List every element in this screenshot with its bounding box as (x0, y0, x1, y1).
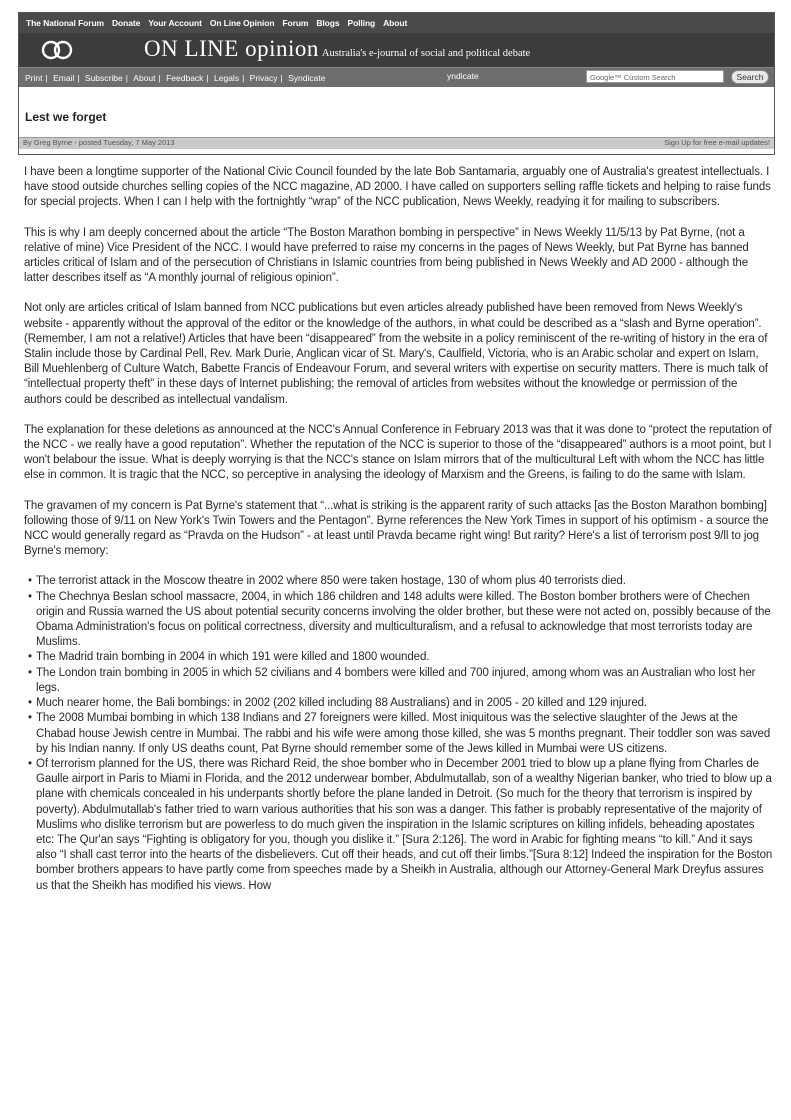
topnav-item-about[interactable]: About (383, 18, 408, 28)
subnav-print[interactable]: Print (25, 72, 43, 83)
topnav-item-national-forum[interactable]: The National Forum (26, 18, 105, 28)
article-body (24, 165, 774, 894)
subnav-extra-text: yndicate (447, 71, 479, 81)
article-paragraph: Not only are articles critical of Islam banned from NCC publications but even articles already published have been removed from News Weekly's website - apparently without the approval of the editor or the knowledge of the authors, in what could be described as a “slash and Byrne operation”. (Remember, I am not a relative!) Articles that have been “disappeared” from the website in a policy reminiscent of the re-writing of history in the era of Stalin include those by Cardinal Pell, Rev. Mark Durie, Anglican vicar of St. Mary's, Caulfield, Victoria, who is an Arabic scholar and expert on Islam, Bill Muehlenberg of Culture Watch, Babette Francis of Endeavour Forum, and several writers with expertise on security matters. There is much talk of “intellectual property theft” in these days of Internet publishing; the removal of articles from websites without the knowledge or permission of the authors could be described as intellectual vandalism. (24, 302, 768, 406)
subnav-syndicate[interactable]: Syndicate (288, 72, 326, 83)
subnav-subscribe[interactable]: Subscribe (84, 72, 123, 83)
article-byline: By Greg Byrne - posted Tuesday, 7 May 2013 (23, 138, 175, 147)
article-title: Lest we forget (25, 110, 107, 124)
secondary-navigation: Print | Email | Subscribe | About | Feedback | Legals | Privacy | Syndicate yndicate Google™ Custom Search Search (19, 67, 774, 87)
list-item: • The Madrid train bombing in 2004 in which 191 were killed and 1800 wounded. (36, 650, 774, 665)
byline-bar (19, 137, 774, 149)
list-item: • The Chechnya Beslan school massacre, 2004, in which 186 children and 148 adults were killed. The Boston bomber brothers were of Chechen origin and Russia warned the US about potential security concerns involving the older brother, but these were not acted on, possibly because of the Obama Administration's focus on political correctness, diversity and multiculturalism, and a refusal to acknowledge that most terrorists today are Muslims. (36, 590, 774, 651)
topnav-item-donate[interactable]: Donate (112, 18, 141, 28)
list-item: • The terrorist attack in the Moscow theatre in 2002 where 850 were taken hostage, 130 of whom plus 40 terrorists died. (36, 574, 774, 589)
subnav-email[interactable]: Email (53, 72, 75, 83)
site-header-screenshot (18, 12, 775, 155)
search-input[interactable]: Google™ Custom Search (586, 70, 724, 83)
list-item: • The London train bombing in 2005 in which 52 civilians and 4 bombers were killed and 700 injured, among whom was an Australian who lost her legs. (36, 666, 774, 696)
subnav-legals[interactable]: Legals (214, 72, 240, 83)
brand-tagline: Australia's e-journal of social and political debate (321, 48, 531, 59)
subnav-privacy[interactable]: Privacy (249, 72, 278, 83)
list-item: • Much nearer home, the Bali bombings: in 2002 (202 killed including 88 Australians) and in 2005 - 20 killed and 129 injured. (36, 696, 774, 711)
terrorism-list (24, 574, 774, 893)
top-navigation (19, 13, 774, 33)
article-paragraph: The gravamen of my concern is Pat Byrne's statement that “...what is striking is the apparent rarity of such attacks [as the Boston Marathon bombing] following those of 9/11 on New York's Twin Towers and the Pentagon”. Byrne references the New York Times in support of his optimism - a source the NCC would generally regard as “Pravda on the Hudson” - at least until Pravda became right wing! But rarity? Here's a list of terrorism post 9/ll to jog Byrne's memory: (24, 499, 769, 558)
article-paragraph: The explanation for these deletions as announced at the NCC's Annual Conference in February 2013 was that it was done to “protect the reputation of the NCC - we really have a good reputation”. Whether the reputation of the NCC is superior to those of the “disappeared” authors is a moot point, but I won't belabour the issue. What is deeply worrying is that the NCC's stance on Islam mirrors that of the multicultural Left with whom the NCC has little else in common. It is tragic that the NCC, so perceptive in analysing the ideology of Marxism and the Greens, is failing to do the same with Islam. (24, 423, 772, 482)
subnav-about[interactable]: About (133, 72, 156, 83)
article-paragraph: This is why I am deeply concerned about the article “The Boston Marathon bombing in perspective” in News Weekly 11/5/13 by Pat Byrne, (not a relative of mine) Vice President of the NCC. I would have preferred to raise my concerns in the pages of News Weekly, but Pat Byrne has banned articles critical of Islam and of the persecution of Christians in Islamic countries from being published in News Weekly and AD 2000 - although the latter describes itself as “A monthly journal of religious opinion”. (24, 226, 749, 285)
topnav-item-online-opinion[interactable]: On Line Opinion (209, 18, 275, 28)
site-brand[interactable] (144, 36, 530, 62)
email-signup-link[interactable]: Sign Up for free e-mail updates! (664, 138, 770, 147)
list-item: • Of terrorism planned for the US, there was Richard Reid, the shoe bomber who in December 2001 tried to blow up a plane flying from Charles de Gaulle airport in Paris to Miami in Florida, and the 2012 underwear bomber, Abdulmutallab, son of a wealthy Nigerian banker, who tried to blow up a plane with chemicals concealed in his underpants shortly before the plane landed in Detroit. (So much for the theory that terrorism is inspired by poverty). Abdulmutallab's father tried to warn various authorities that his son was a danger. This father is probably representative of the majority of Muslims who dislike terrorism but are powerless to do much given the inspiration in the Islamic scriptures on killing infidels, beheading apostates etc: The Qur'an says “Fighting is obligatory for you, though you dislike it.” [Sura 2:126]. The word in Arabic for fighting means “to kill.” And it says also “I shall cast terror into the hearts of the disbelievers. Cut off their heads, and cut off their limbs.”[Sura 8:12] Indeed the inspiration for the Boston bomber brothers appears to have partly come from speeches made by a Sheikh in Australia, although our Attorney-General Mark Dreyfus assures us that the Sheikh has modified his views. How (36, 757, 774, 894)
topnav-item-polling[interactable]: Polling (347, 18, 376, 28)
search-button[interactable]: Search (731, 70, 769, 84)
topnav-item-forum[interactable]: Forum (282, 18, 309, 28)
list-item: • The 2008 Mumbai bombing in which 138 Indians and 27 foreigners were killed. Most iniquitous was the selective slaughter of the Jews at the Chabad house Jewish centre in Mumbai. The rabbi and his wife were among those killed, she was 5 months pregnant. Their toddler son was saved by his Indian nanny. If only US deaths count, Pat Byrne should remember some of the Jews killed in Mumbai were US citizens. (36, 711, 774, 757)
topnav-item-your-account[interactable]: Your Account (148, 18, 202, 28)
site-banner (19, 33, 774, 67)
interlocking-rings-icon[interactable] (39, 40, 75, 60)
subnav-feedback[interactable]: Feedback (166, 72, 204, 83)
article-paragraph: I have been a longtime supporter of the National Civic Council founded by the late Bob Santamaria, arguably one of Australia's greatest intellectuals. I have stood outside churches selling copies of the NCC magazine, AD 2000. I have called on supporters selling raffle tickets and helping to raise funds for special projects. When I can I help with the fortnightly “wrap” of the NCC publication, News Weekly, readying it for mailing to subscribers. (24, 166, 771, 209)
topnav-item-blogs[interactable]: Blogs (316, 18, 340, 28)
brand-name: ON LINE opinion (144, 36, 319, 61)
